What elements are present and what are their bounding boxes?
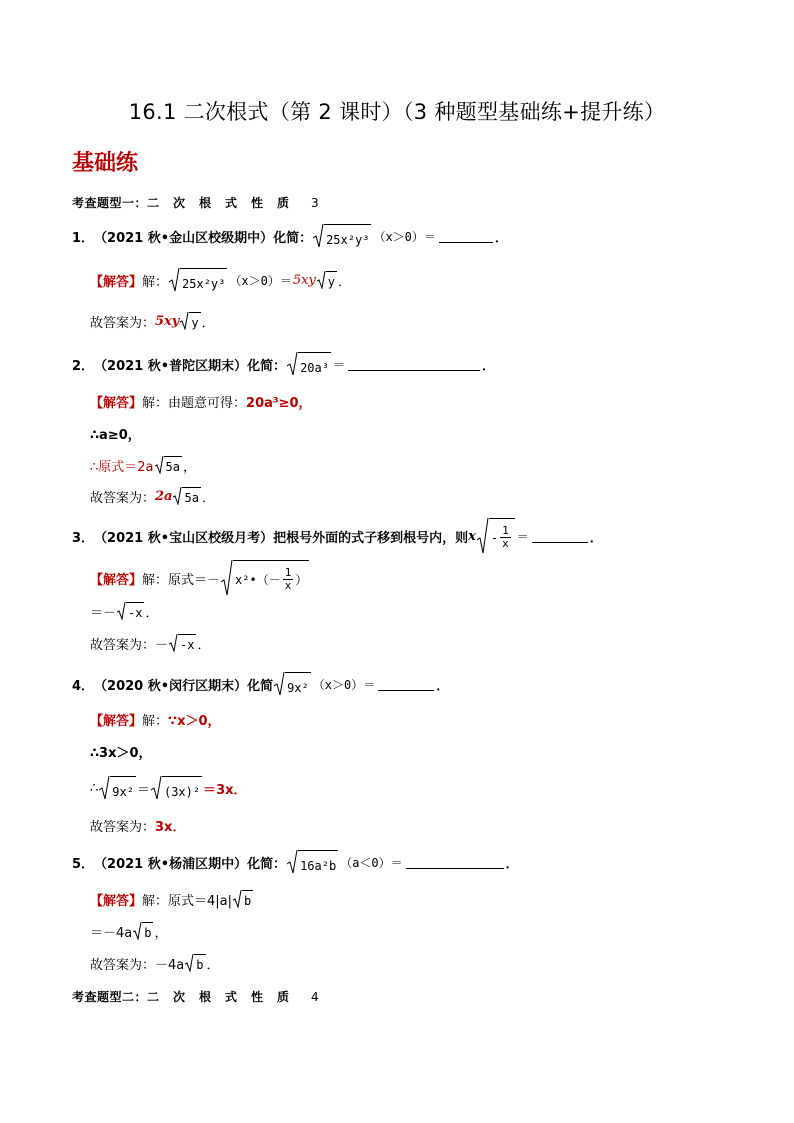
radical: - $\frac{1}{x}$ — [477, 518, 515, 554]
answer-blank[interactable] — [532, 529, 588, 543]
answer-blank[interactable] — [348, 357, 480, 371]
radical: 20a³ — [287, 352, 331, 376]
solution-3-step-1: 【解答】 解： 原式＝－ x²•（－ $\frac{1}{x}$ ） — [90, 560, 310, 596]
question-source: （2021 秋•金山区校级期中）化简： — [94, 230, 313, 246]
radical: y — [180, 312, 200, 331]
radical: b — [185, 954, 205, 973]
radical: b — [133, 922, 153, 941]
type-count: 3 — [311, 196, 320, 210]
radical: 5a — [155, 456, 182, 475]
solution-5-step-2: ＝－4a b ， — [90, 922, 168, 941]
answer-blank[interactable] — [378, 677, 434, 691]
type-name: 二次根式性质 — [147, 990, 304, 1004]
answer-tag: 【解答】 — [90, 714, 143, 729]
radical: 25x²y³ — [313, 224, 371, 248]
question-4: 4． （2020 秋•闵行区期末）化简 9x² （x＞0）＝ ． — [72, 672, 449, 696]
final-answer-5: 故答案为： －4a b ． — [90, 954, 220, 973]
page-title: 16.1 二次根式（第 2 课时）（3 种题型基础练+提升练） — [128, 100, 666, 124]
radical: 25x²y³ — [169, 268, 227, 292]
solution-5-step-1: 【解答】 解： 原式＝4|a| b — [90, 890, 254, 909]
question-2: 2． （2021 秋•普陀区期末）化简： 20a³ ＝ ． — [72, 352, 495, 376]
question-number: 3． — [72, 530, 95, 546]
type-name: 二次根式性质 — [147, 196, 304, 210]
radical: 9x² — [274, 672, 311, 696]
type-label: 考查题型二： — [72, 990, 148, 1004]
radical: -x — [117, 602, 144, 621]
question-source: （2020 秋•闵行区期末）化简 — [94, 678, 274, 694]
fraction: $\frac{1}{x}$ — [284, 566, 292, 592]
radical: -x — [169, 634, 196, 653]
type-count: 4 — [311, 990, 320, 1004]
answer-tag: 【解答】 — [90, 572, 143, 588]
final-answer-4: 故答案为： 3x． — [90, 820, 186, 835]
solution-3-step-2: ＝－ -x ． — [90, 602, 158, 621]
question-5: 5． （2021 秋•杨浦区期中）化简： 16a²b （a＜0）＝ ． — [72, 850, 519, 874]
answer-tag: 【解答】 — [90, 894, 143, 909]
question-source: （2021 秋•普陀区期末）化简： — [94, 358, 287, 374]
question-number: 5． — [72, 856, 95, 872]
question-3: 3． （2021 秋•宝山区校级月考）把根号外面的式子移到根号内，则 x - $\frac{1}{x}$ ＝ ． — [72, 518, 603, 554]
final-answer-3: 故答案为： － -x ． — [90, 634, 211, 653]
radical: x²•（－ $\frac{1}{x}$ ） — [221, 560, 309, 596]
solution-1: 【解答】 解： 25x²y³ （x＞0）＝ 5xy y ． — [90, 268, 351, 292]
answer-tag: 【解答】 — [90, 396, 143, 411]
question-number: 4． — [72, 678, 95, 694]
radical: 16a²b — [287, 850, 338, 874]
fraction: $\frac{1}{x}$ — [502, 524, 509, 550]
solution-4-step-2: ∴3x＞0， — [90, 746, 152, 761]
question-source: （2021 秋•杨浦区期中）化简： — [94, 856, 287, 872]
type-label: 考查题型一： — [72, 196, 148, 210]
solution-2-step-1: 【解答】 解： 由题意可得： 20a³≥0， — [90, 392, 312, 411]
answer-tag: 【解答】 — [90, 274, 143, 290]
radical: (3x)² — [151, 776, 202, 800]
solution-2-step-2: ∴a≥0， — [90, 428, 141, 443]
question-type-2 — [72, 988, 319, 1005]
radical: 9x² — [99, 776, 136, 800]
solution-2-step-3: ∴原式＝2a 5a ， — [90, 456, 196, 475]
radical: b — [233, 890, 253, 909]
question-number: 2． — [72, 358, 95, 374]
question-number: 1． — [72, 230, 95, 246]
final-answer-1: 故答案为： 5xy y ． — [90, 314, 215, 331]
answer-blank[interactable] — [439, 229, 493, 243]
solution-4-step-1: 【解答】 解： ∵x＞0， — [90, 710, 221, 729]
section-heading: 基础练 — [72, 151, 139, 176]
answer-blank[interactable] — [406, 855, 504, 869]
radical: y — [317, 271, 337, 290]
radical: 5a — [173, 487, 200, 506]
question-1: 1． （2021 秋•金山区校级期中）化简： 25x²y³ （x＞0）＝ ． — [72, 224, 508, 248]
solution-4-step-3: ∴ 9x² ＝ (3x)² ＝3x． — [90, 776, 247, 800]
final-answer-2: 故答案为： 2a 5a ． — [90, 489, 215, 506]
question-source: （2021 秋•宝山区校级月考）把根号外面的式子移到根号内，则 — [94, 530, 469, 546]
question-type-1 — [72, 194, 319, 211]
